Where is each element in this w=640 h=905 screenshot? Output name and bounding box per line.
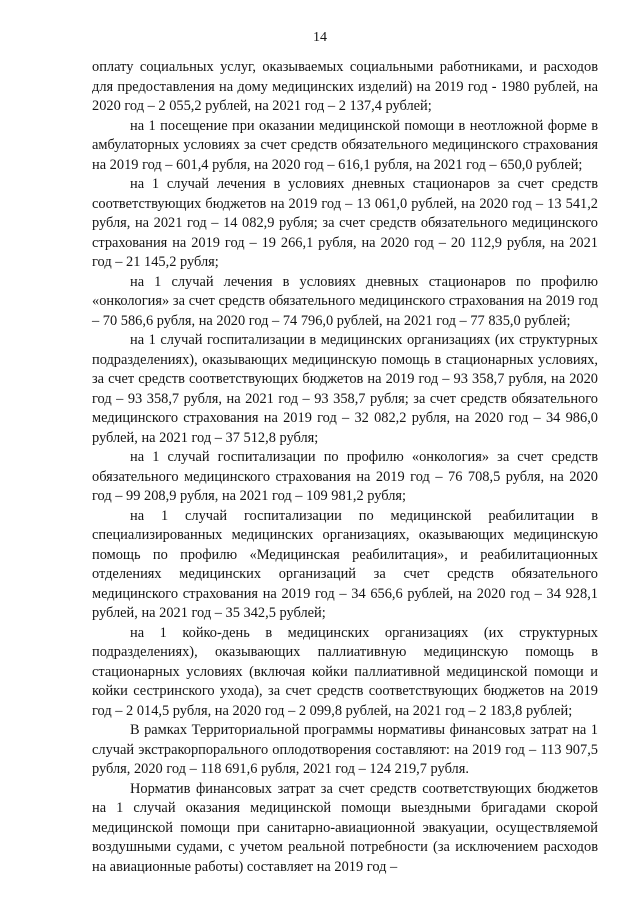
paragraph-day-hospital: на 1 случай лечения в условиях дневных стационаров за счет средств соответствующих бюджетов на 2019 год – 13 061,0 рублей, на 2020 год – 13 541,2 рубля, на 2021 год – 14 082,9 рубля; за счет средств обязательного медицинского страхования на 2019 год – 19 266,1 рубля, на 2020 год – 20 112,9 рубля, на 2021 год – 21 145,2 рубля;	[92, 176, 598, 270]
paragraph-air-ambulance: Норматив финансовых затрат за счет средств соответствующих бюджетов на 1 случай оказания медицинской помощи выездными бригадами скорой медицинской помощи при санитарно-авиационной эвакуации, осуществляемой воздушными судами, с учетом реальной потребности (за исключением расходов на авиационные работы) составляет на 2019 год –	[92, 780, 598, 875]
paragraph-hospitalization: на 1 случай госпитализации в медицинских организациях (их структурных подразделениях), оказывающих медицинскую помощь в стационарных условиях, за счет средств соответствующих бюджетов на 2019 год – 93 358,7 рубля, на 2020 год – 93 358,7 рубля, на 2021 год – 93 358,7 рубля; за счет средств обязательного медицинского страхования на 2019 год – 32 082,2 рубля, на 2020 год – 34 986,0 рублей, на 2021 год – 37 512,8 рубля;	[92, 332, 598, 446]
paragraph-ivf: В рамках Территориальной программы нормативы финансовых затрат на 1 случай экстракорпорального оплодотворения составляют: на 2019 год – 113 907,5 рубля, 2020 год – 118 691,6 рубля, 2021 год – 124 219,7 рубля.	[92, 722, 598, 777]
document-body	[92, 58, 598, 877]
paragraph-rehabilitation: на 1 случай госпитализации по медицинской реабилитации в специализированных медицинских организациях, оказывающих медицинскую помощь по профилю «Медицинская реабилитация», и реабилитационных отделениях медицинских организаций за счет средств обязательного медицинского страхования на 2019 год – 34 656,6 рублей, на 2020 год – 34 928,1 рублей, на 2021 год – 35 342,5 рублей;	[92, 507, 598, 621]
paragraph-day-hospital-oncology: на 1 случай лечения в условиях дневных стационаров по профилю «онкология» за счет средств обязательного медицинского страхования на 2019 год – 70 586,6 рубля, на 2020 год – 74 796,0 рублей, на 2021 год – 77 835,0 рублей;	[92, 273, 598, 329]
page-number: 14	[313, 30, 327, 45]
paragraph-palliative-bed-day: на 1 койко-день в медицинских организациях (их структурных подразделениях), оказывающих паллиативную медицинскую помощь в стационарных условиях (включая койки паллиативной медицинской помощи и койки сестринского ухода), за счет средств соответствующих бюджетов на 2019 год – 2 014,5 рубля, на 2020 год – 2 099,8 рублей, на 2021 год – 2 183,8 рублей;	[92, 624, 598, 719]
paragraph-continuation: оплату социальных услуг, оказываемых социальными работниками, и расходов для предоставления на дому медицинских изделий) на 2019 год - 1980 рублей, на 2020 год – 2 055,2 рублей, на 2021 год – 2 137,4 рублей;	[92, 59, 598, 114]
paragraph-urgent-visit: на 1 посещение при оказании медицинской помощи в неотложной форме в амбулаторных условиях за счет средств обязательного медицинского страхования на 2019 год – 601,4 рубля, на 2020 год – 616,1 рубля, на 2021 год – 650,0 рублей;	[92, 117, 598, 173]
paragraph-hospitalization-oncology: на 1 случай госпитализации по профилю «онкология» за счет средств обязательного медицинского страхования на 2019 год – 76 708,5 рубля, на 2020 год – 99 208,9 рубля, на 2021 год – 109 981,2 рубля;	[92, 449, 598, 504]
